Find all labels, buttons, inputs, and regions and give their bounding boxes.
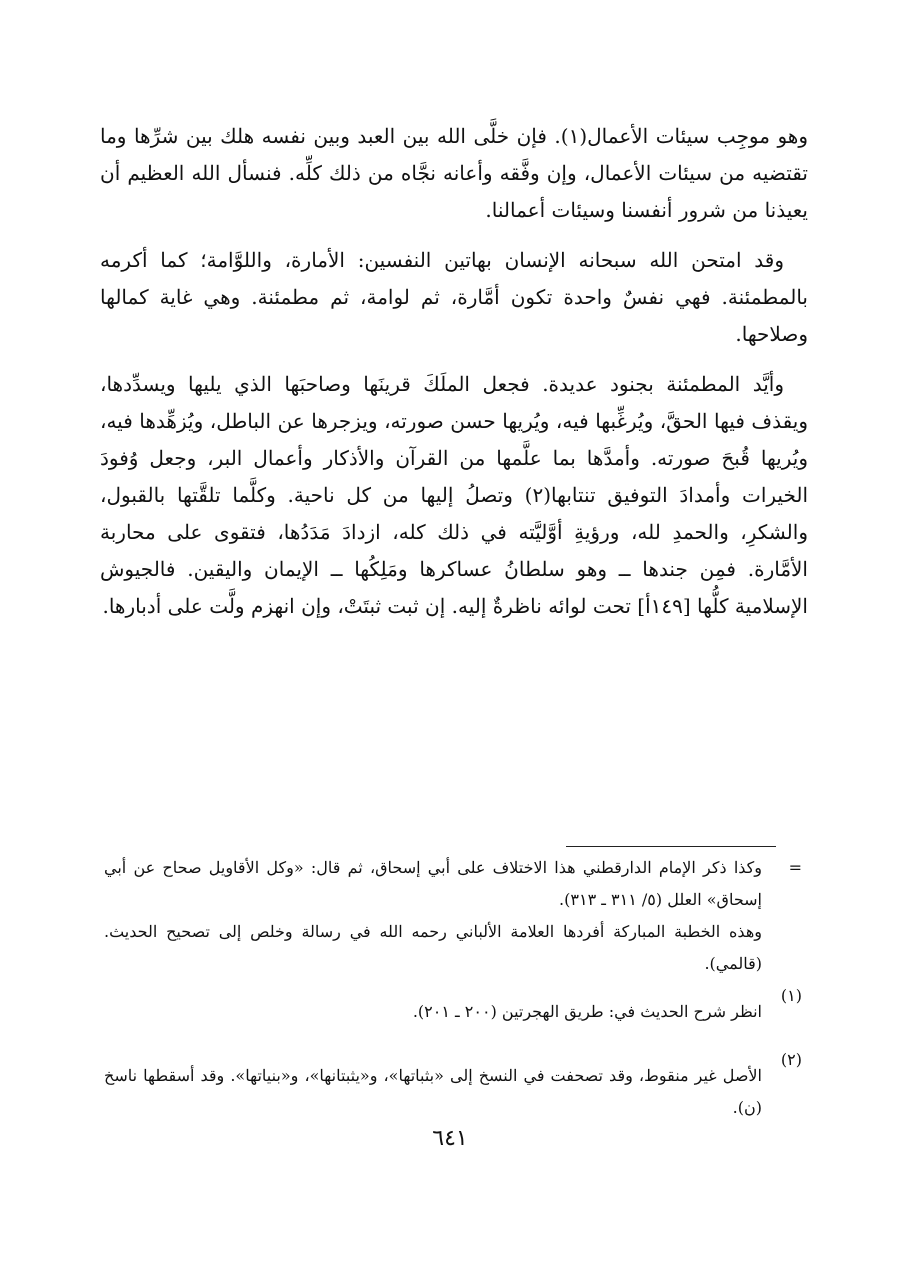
page-number: ٦٤١ bbox=[432, 1126, 468, 1151]
footnote-mark: (٢) bbox=[780, 1050, 802, 1069]
footnote-mark: (١) bbox=[780, 986, 802, 1005]
footnote-text: الأصل غير منقوط، وقد تصحفت في النسخ إلى «بثباتها»، و«يثبتانها»، و«بنياتها». وقد أسقطها ناسخ (ن). bbox=[104, 1066, 762, 1117]
paragraph: وهو موجِب سيئات الأعمال(١). فإن خلَّى الله بين العبد وبين نفسه هلك بين شرِّها وما تقتضيه من سيئات الأعمال، وإن وفَّقه وأعانه نجَّاه من ذلك كلِّه. فنسأل الله العظيم أن يعيذنا من شرور أنفسنا وسيئات أعمالنا. bbox=[100, 124, 808, 222]
continuation-mark: = bbox=[788, 858, 802, 877]
footnote-continuation bbox=[104, 852, 802, 980]
footnotes bbox=[104, 852, 802, 1140]
paragraph: وأيَّد المطمئنة بجنود عديدة. فجعل الملَكَ قرينَها وصاحبَها الذي يليها ويسدِّدها، ويقذف فيها الحقَّ، ويُرغِّبها فيه، ويُريها حسن صورته، ويزجرها عن الباطل، ويُزهِّدها فيه، ويُريها قُبحَ صورته. وأمدَّها بما علَّمها من القرآن والأذكار وأعمال البر، وجعل وُفودَ الخيرات وأمدادَ التوفيق تنتابها(٢) وتصلُ إليها من كل ناحية. وكلَّما تلقَّتها بالقبول، والشكرِ، والحمدِ لله، ورؤيةِ أوَّليَّته في ذلك كله، ازدادَ مَدَدُها، فتقوى على محاربة الأمَّارة. فمِن جندها ــ وهو سلطانُ عساكرها ومَلِكُها ــ الإيمان واليقين. فالجيوش الإسلامية كلُّها [١٤٩أ] تحت لوائه ناظرةٌ إليه. إن ثبت ثبتَتْ، وإن انهزم ولَّت على أدبارها. bbox=[100, 372, 809, 618]
footnote-separator bbox=[566, 846, 776, 847]
footnote-line: وكذا ذكر الإمام الدارقطني هذا الاختلاف على أبي إسحاق، ثم قال: «وكل الأقاويل صحاح عن أبي إسحاق» العلل (٥/ ٣١١ ـ ٣١٣). bbox=[104, 858, 763, 909]
footnote-continuation-body bbox=[104, 852, 762, 980]
footnote-line: وهذه الخطبة المباركة أفردها العلامة الألباني رحمه الله في رسالة وخلص إلى تصحيح الحديث. (قالمي). bbox=[104, 922, 762, 973]
footnote-text: انظر شرح الحديث في: طريق الهجرتين (٢٠٠ ـ ٢٠١). bbox=[412, 1002, 762, 1021]
paragraph: وقد امتحن الله سبحانه الإنسان بهاتين النفسين: الأمارة، واللوَّامة؛ كما أكرمه بالمطمئنة. فهي نفسٌ واحدة تكون أمَّارة، ثم لوامة، ثم مطمئنة. وهي غاية كمالها وصلاحها. bbox=[100, 248, 808, 346]
footnote-1 bbox=[104, 980, 802, 1044]
main-text bbox=[100, 118, 808, 638]
